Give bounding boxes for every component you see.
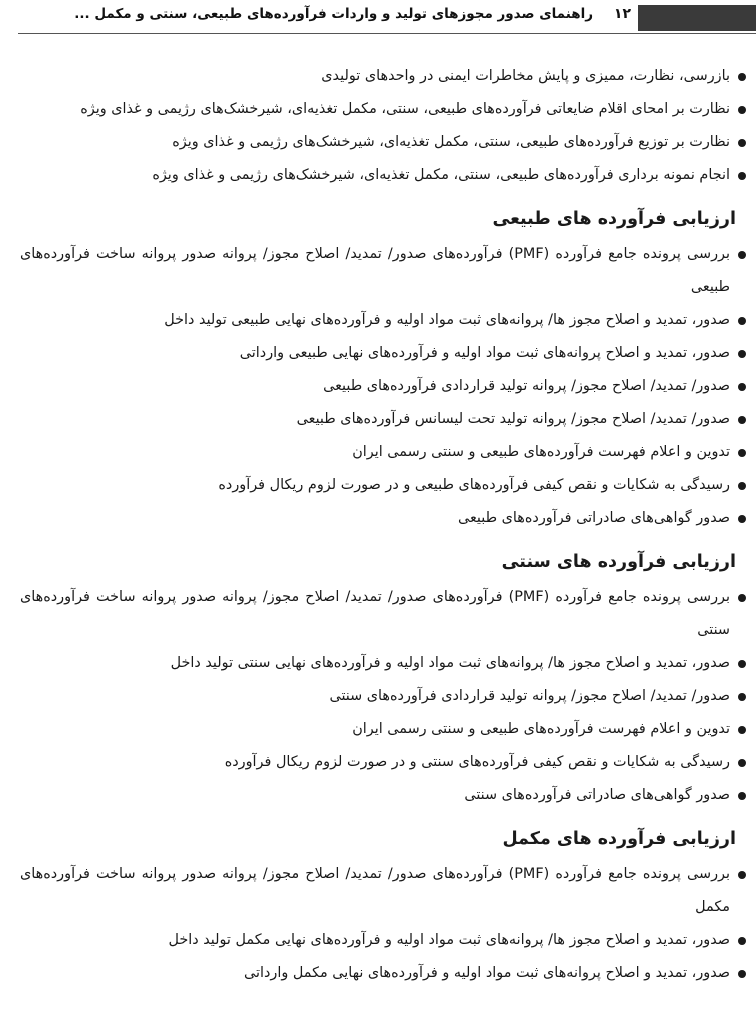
list-item: رسیدگی به شکایات و نقص کیفی فرآورده‌های طبیعی و در صورت لزوم ریکال فرآورده	[20, 469, 748, 502]
list-item: بازرسی، نظارت، ممیزی و پایش مخاطرات ایمنی در واحدهای تولیدی	[20, 60, 748, 93]
natural-products-list	[20, 238, 748, 535]
header-divider	[18, 33, 756, 34]
section-heading-natural: ارزیابی فرآورده‌ های طبیعی	[492, 209, 736, 229]
intro-list	[20, 60, 748, 192]
list-item: تدوین و اعلام فهرست فرآورده‌های طبیعی و سنتی رسمی ایران	[20, 713, 748, 746]
traditional-products-list	[20, 581, 748, 812]
supplement-products-list	[20, 858, 748, 990]
list-item: صدور، تمدید و اصلاح پروانه‌های ثبت مواد اولیه و فرآورده‌های نهایی طبیعی وارداتی	[20, 337, 748, 370]
section-heading-traditional: ارزیابی فرآورده‌ های سنتی	[501, 552, 736, 572]
list-item: بررسی پرونده جامع فرآورده (PMF) فرآورده‌های صدور/ تمدید/ اصلاح مجوز/ پروانه صدور پروانه ساخت فرآورده‌های طبیعی	[20, 238, 748, 304]
list-item: انجام نمونه برداری فرآورده‌های طبیعی، سنتی، مکمل تغذیه‌ای، شیرخشک‌های رژیمی و غذای ویژه	[20, 159, 748, 192]
page-number: ۱۲	[613, 6, 631, 22]
list-item: صدور، تمدید و اصلاح مجوز ها/ پروانه‌های ثبت مواد اولیه و فرآورده‌های نهایی مکمل تولید داخل	[20, 924, 748, 957]
list-item: صدور، تمدید و اصلاح مجوز ها/ پروانه‌های ثبت مواد اولیه و فرآورده‌های نهایی سنتی تولید داخل	[20, 647, 748, 680]
page-body	[20, 60, 756, 990]
list-item: صدور/ تمدید/ اصلاح مجوز/ پروانه تولید تحت لیسانس فرآورده‌های طبیعی	[20, 403, 748, 436]
list-item: تدوین و اعلام فهرست فرآورده‌های طبیعی و سنتی رسمی ایران	[20, 436, 748, 469]
list-item: صدور/ تمدید/ اصلاح مجوز/ پروانه تولید قراردادی فرآورده‌های سنتی	[20, 680, 748, 713]
page-header	[0, 0, 756, 34]
running-title: راهنمای صدور مجوزهای تولید و واردات فرآورده‌های طبیعی، سنتی و مکمل ...	[74, 6, 593, 22]
section-heading-supplement: ارزیابی فرآورده‌ های مکمل	[502, 829, 736, 849]
list-item: صدور، تمدید و اصلاح مجوز ها/ پروانه‌های ثبت مواد اولیه و فرآورده‌های نهایی طبیعی تولید داخل	[20, 304, 748, 337]
list-item: نظارت بر توزیع فرآورده‌های طبیعی، سنتی، مکمل تغذیه‌ای، شیرخشک‌های رژیمی و غذای ویژه	[20, 126, 748, 159]
list-item: صدور/ تمدید/ اصلاح مجوز/ پروانه تولید قراردادی فرآورده‌های طبیعی	[20, 370, 748, 403]
list-item: بررسی پرونده جامع فرآورده (PMF) فرآورده‌های صدور/ تمدید/ اصلاح مجوز/ پروانه صدور پروانه ساخت فرآورده‌های مکمل	[20, 858, 748, 924]
list-item: نظارت بر امحای اقلام ضایعاتی فرآورده‌های طبیعی، سنتی، مکمل تغذیه‌ای، شیرخشک‌های رژیمی و غذای ویژه	[20, 93, 748, 126]
list-item: رسیدگی به شکایات و نقص کیفی فرآورده‌های سنتی و در صورت لزوم ریکال فرآورده	[20, 746, 748, 779]
header-bar	[638, 5, 756, 31]
list-item: صدور گواهی‌های صادراتی فرآورده‌های طبیعی	[20, 502, 748, 535]
list-item: بررسی پرونده جامع فرآورده (PMF) فرآورده‌های صدور/ تمدید/ اصلاح مجوز/ پروانه صدور پروانه ساخت فرآورده‌های سنتی	[20, 581, 748, 647]
list-item: صدور گواهی‌های صادراتی فرآورده‌های سنتی	[20, 779, 748, 812]
list-item: صدور، تمدید و اصلاح پروانه‌های ثبت مواد اولیه و فرآورده‌های نهایی مکمل وارداتی	[20, 957, 748, 990]
